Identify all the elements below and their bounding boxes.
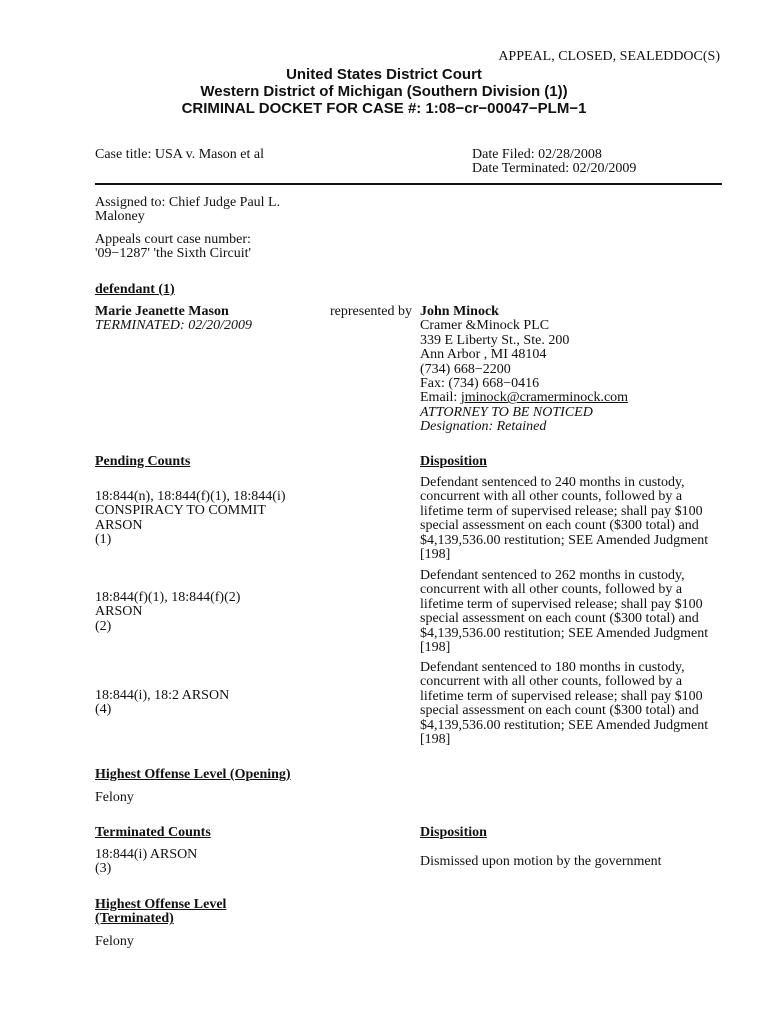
attorney-name: John Minock xyxy=(420,304,499,319)
count-line: (2) xyxy=(95,618,112,634)
count-line: 18:844(i) ARSON xyxy=(95,847,198,862)
defendant-name: Marie Jeanette Mason xyxy=(95,304,229,319)
appeals-line-1: Appeals court case number: xyxy=(95,232,251,247)
case-flags: APPEAL, CLOSED, SEALEDDOC(S) xyxy=(498,49,720,64)
pending-count-3 xyxy=(95,689,325,718)
pending-counts-heading: Pending Counts xyxy=(95,454,191,469)
court-name: United States District Court xyxy=(286,66,482,83)
terminated-counts-heading: Terminated Counts xyxy=(95,825,211,840)
highest-offense-terminated-heading xyxy=(95,898,226,927)
attorney-firm: Cramer &Minock PLC xyxy=(420,318,550,334)
attorney-address-1: 339 E Liberty St., Ste. 200 xyxy=(420,332,570,348)
assigned-line-2: Maloney xyxy=(95,209,145,225)
pending-count-2 xyxy=(95,591,325,634)
count-line: CONSPIRACY TO COMMIT xyxy=(95,503,266,519)
disposition-line: special assessment on each count ($300 total) and xyxy=(420,518,699,534)
defendant-heading: defendant (1) xyxy=(95,282,175,297)
highest-offense-opening-value: Felony xyxy=(95,790,134,805)
disposition-line: lifetime term of supervised release; shall pay $100 xyxy=(420,688,703,704)
attorney-email-row xyxy=(420,391,725,405)
pending-disposition-2 xyxy=(420,569,725,655)
highest-offense-opening-heading: Highest Offense Level (Opening) xyxy=(95,767,291,782)
header-divider xyxy=(95,183,722,185)
count-line: 18:844(i), 18:2 ARSON xyxy=(95,688,230,703)
date-filed: Date Filed: 02/28/2008 xyxy=(472,147,602,162)
count-line: (3) xyxy=(95,861,112,877)
pending-count-1 xyxy=(95,490,325,548)
attorney-notice: ATTORNEY TO BE NOTICED xyxy=(420,404,593,420)
district-name: Western District of Michigan (Southern Division (1)) xyxy=(200,83,568,100)
attorney-fax: Fax: (734) 668−0416 xyxy=(420,376,540,392)
appeals-line-2: '09−1287' 'the Sixth Circuit' xyxy=(95,246,252,262)
pending-disposition-3 xyxy=(420,661,725,747)
disposition-line: concurrent with all other counts, followed by a xyxy=(420,674,683,690)
count-line: (1) xyxy=(95,532,112,548)
date-terminated: Date Terminated: 02/20/2009 xyxy=(472,161,637,176)
pending-disposition-heading: Disposition xyxy=(420,454,487,469)
terminated-disposition: Dismissed upon motion by the government xyxy=(420,854,662,869)
docket-title: CRIMINAL DOCKET FOR CASE #: 1:08−cr−00047−PLM−1 xyxy=(181,100,587,117)
highest-offense-terminated-value: Felony xyxy=(95,934,134,949)
disposition-line: Defendant sentenced to 180 months in custody, xyxy=(420,660,685,675)
heading-line-2: (Terminated) xyxy=(95,911,174,927)
attorney-block xyxy=(420,305,725,435)
attorney-address-2: Ann Arbor , MI 48104 xyxy=(420,347,547,363)
disposition-line: [198] xyxy=(420,640,451,656)
appeals-case-number xyxy=(95,233,251,262)
count-line: 18:844(n), 18:844(f)(1), 18:844(i) xyxy=(95,489,286,504)
disposition-line: Defendant sentenced to 240 months in custody, xyxy=(420,475,685,490)
disposition-line: $4,139,536.00 restitution; SEE Amended Judgment xyxy=(420,532,709,548)
disposition-line: [198] xyxy=(420,547,451,563)
disposition-line: concurrent with all other counts, followed by a xyxy=(420,582,683,598)
defendant-status: TERMINATED: 02/20/2009 xyxy=(95,318,252,333)
assigned-judge xyxy=(95,196,280,225)
disposition-line: concurrent with all other counts, followed by a xyxy=(420,489,683,505)
disposition-line: lifetime term of supervised release; shall pay $100 xyxy=(420,503,703,519)
email-label: Email: xyxy=(420,390,461,406)
disposition-line: [198] xyxy=(420,732,451,748)
terminated-disposition-heading: Disposition xyxy=(420,825,487,840)
disposition-line: Defendant sentenced to 262 months in custody, xyxy=(420,568,685,583)
count-line: ARSON xyxy=(95,604,143,620)
attorney-designation: Designation: Retained xyxy=(420,419,547,435)
disposition-line: special assessment on each count ($300 total) and xyxy=(420,703,699,719)
disposition-line: $4,139,536.00 restitution; SEE Amended Judgment xyxy=(420,717,709,733)
represented-by-label: represented by xyxy=(330,304,413,319)
count-line: ARSON xyxy=(95,517,143,533)
disposition-line: lifetime term of supervised release; shall pay $100 xyxy=(420,596,703,612)
disposition-line: $4,139,536.00 restitution; SEE Amended Judgment xyxy=(420,625,709,641)
count-line: (4) xyxy=(95,702,112,718)
count-line: 18:844(f)(1), 18:844(f)(2) xyxy=(95,590,241,605)
heading-line-1: Highest Offense Level xyxy=(95,897,227,912)
pending-disposition-1 xyxy=(420,476,725,562)
disposition-line: special assessment on each count ($300 total) and xyxy=(420,611,699,627)
terminated-count xyxy=(95,848,325,877)
attorney-email-link[interactable]: jminock@cramerminock.com xyxy=(460,390,629,406)
attorney-phone: (734) 668−2200 xyxy=(420,361,511,377)
case-title: Case title: USA v. Mason et al xyxy=(95,147,265,162)
assigned-line-1: Assigned to: Chief Judge Paul L. xyxy=(95,195,281,210)
